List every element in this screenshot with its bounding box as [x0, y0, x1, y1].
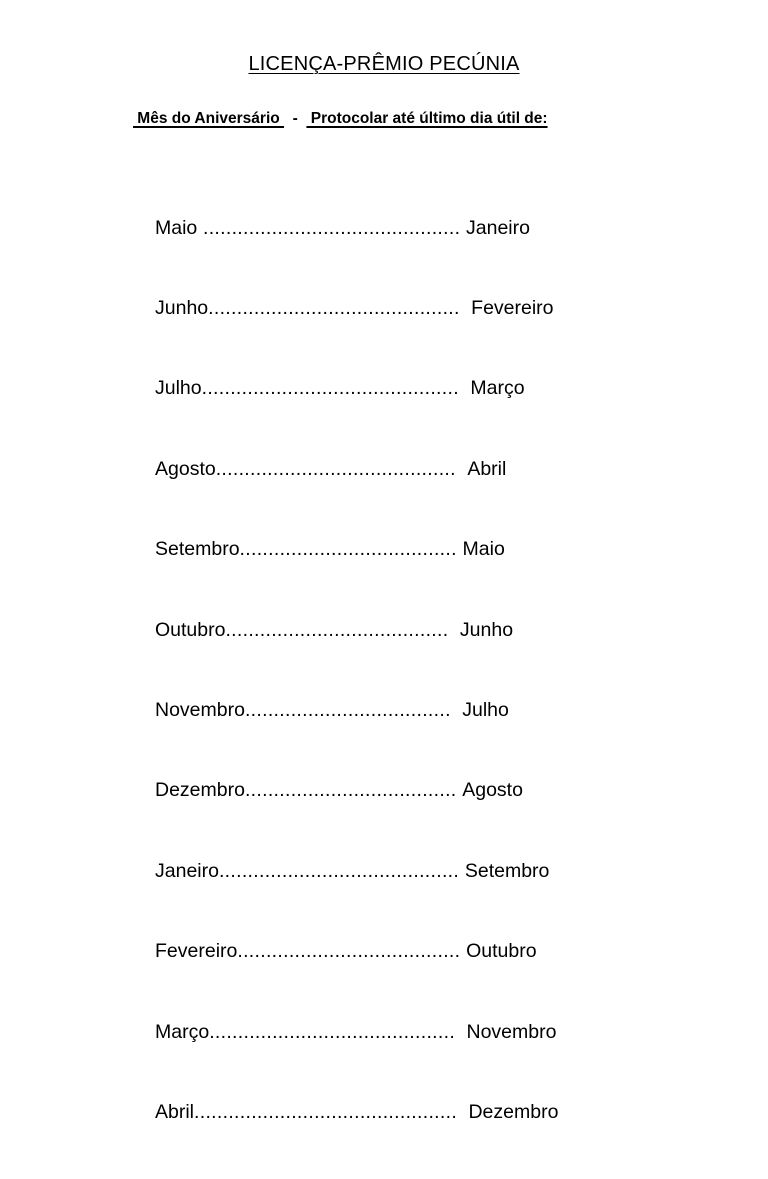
dot-leader: ............................................ — [208, 296, 472, 319]
deadline-month: Abril — [467, 457, 507, 480]
dot-leader: .............................................. — [194, 1100, 469, 1123]
dot-leader: .......................................... — [215, 457, 468, 480]
dot-leader: ............................................. — [197, 216, 467, 239]
birthday-month: Julho — [155, 377, 202, 400]
dot-leader: ....................................... — [225, 618, 460, 641]
header-separator: - — [284, 110, 307, 127]
deadline-month: Outubro — [466, 940, 537, 963]
birthday-month: Setembro — [155, 538, 240, 561]
birthday-month: Junho — [155, 296, 209, 319]
month-deadline-list — [155, 161, 558, 1179]
deadline-month: Agosto — [462, 779, 523, 802]
dot-leader: ...................................... — [239, 538, 463, 561]
list-row — [155, 215, 558, 242]
list-row — [155, 777, 558, 804]
birthday-month: Abril — [155, 1100, 195, 1123]
birthday-month: Dezembro — [155, 779, 245, 802]
list-row — [155, 858, 558, 885]
dot-leader: ........................................... — [209, 1020, 467, 1043]
deadline-month: Janeiro — [466, 216, 530, 239]
birthday-month: Agosto — [155, 457, 216, 480]
deadline-month: Novembro — [466, 1020, 557, 1043]
deadline-month: Junho — [459, 618, 514, 641]
list-row — [155, 1099, 558, 1126]
list-row — [155, 536, 558, 563]
list-row — [155, 456, 558, 483]
dot-leader: ..................................... — [244, 779, 463, 802]
deadline-month: Dezembro — [468, 1100, 559, 1123]
list-row — [155, 295, 558, 322]
document-title: LICENÇA-PRÊMIO PECÚNIA — [248, 53, 520, 75]
deadline-month: Fevereiro — [471, 296, 554, 319]
birthday-month: Março — [155, 1020, 210, 1043]
birthday-month: Maio — [155, 216, 198, 239]
deadline-header: Protocolar até último dia útil de: — [306, 110, 548, 127]
dot-leader: .................................... — [244, 698, 463, 721]
list-row — [155, 938, 558, 965]
deadline-month: Maio — [462, 538, 505, 561]
deadline-month: Julho — [462, 698, 509, 721]
table-subheading — [133, 108, 548, 130]
birthday-month: Outubro — [155, 618, 226, 641]
list-row — [155, 375, 558, 402]
birthday-month: Novembro — [155, 698, 245, 721]
list-row — [155, 697, 558, 724]
birthday-month: Janeiro — [155, 859, 219, 882]
dot-leader: ....................................... — [237, 940, 467, 963]
birthday-month-header: Mês do Aniversário — [133, 110, 285, 127]
list-row — [155, 1019, 558, 1046]
birthday-month: Fevereiro — [155, 940, 238, 963]
deadline-month: Março — [470, 377, 525, 400]
dot-leader: ............................................. — [201, 377, 471, 400]
deadline-month: Setembro — [464, 859, 550, 882]
dot-leader: .......................................... — [218, 859, 465, 882]
list-row — [155, 617, 558, 644]
